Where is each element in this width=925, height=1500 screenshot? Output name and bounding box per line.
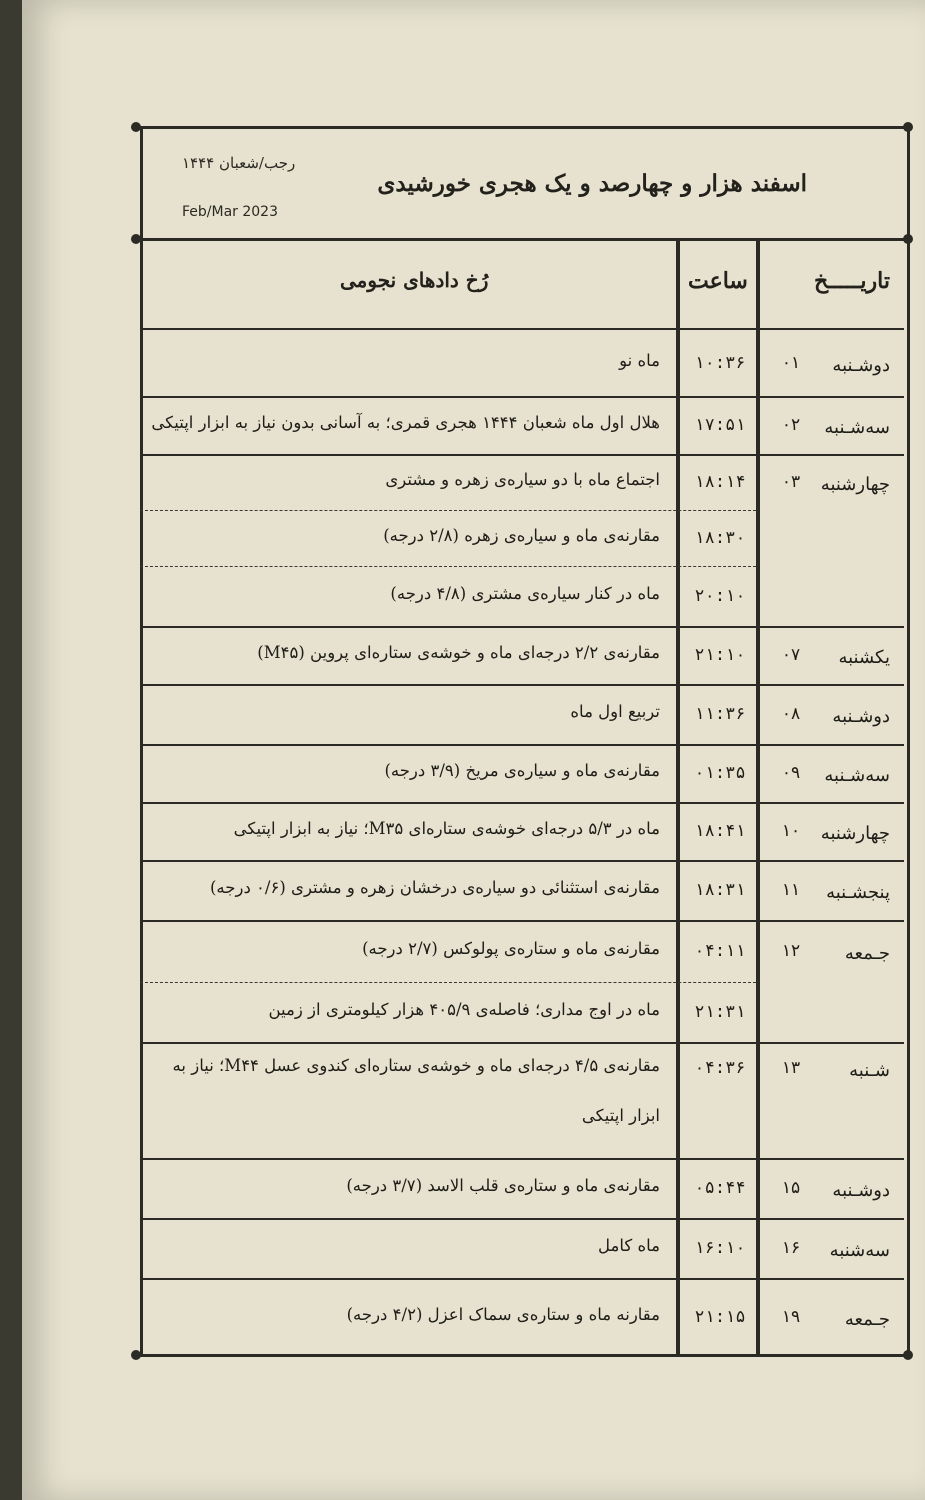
row-divider [140,396,904,398]
row-day: یکشنبه [838,647,890,668]
row-event: هلال اول ماه شعبان ۱۴۴۴ هجری قمری؛ به آسانی بدون نیاز به ابزار اپتیکی [151,413,660,432]
row-time: ۰۴:۱۱ [694,941,746,961]
row-day-number: ۰۷ [781,645,801,665]
row-divider [140,860,904,862]
sub-row-divider [140,510,756,511]
row-divider [140,1158,904,1160]
row-time: ۰۵:۴۴ [694,1178,746,1198]
row-time: ۱۸:۳۰ [694,528,746,548]
row-day-number: ۰۸ [781,704,801,724]
row-event: مقارنه‌ی ۴/۵ درجه‌ای ماه و خوشه‌ی ستاره‌ای کندوی عسل M۴۴؛ نیاز به [172,1056,660,1075]
row-divider [140,1218,904,1220]
row-day: سه‌شـنبه [824,417,890,438]
row-event: ماه در اوج مداری؛ فاصله‌ی ۴۰۵/۹ هزار کیلومتری از زمین [268,1000,660,1019]
page-title: اسفند هزار و چهارصد و یک هجری خورشیدی [377,170,807,197]
row-time: ۱۷:۵۱ [694,415,746,435]
row-divider [140,1278,904,1280]
row-event-continued: ابزار اپتیکی [581,1106,660,1125]
row-day: سه‌شنبه [829,1240,890,1261]
row-time: ۱۰:۳۶ [694,353,746,373]
row-divider [140,684,904,686]
row-day: شـنبه [849,1060,890,1081]
row-day-number: ۱۱ [781,880,801,900]
frame-ornament [903,234,913,244]
row-event: ماه در ۵/۳ درجه‌ای خوشه‌ی ستاره‌ای M۳۵؛ نیاز به ابزار اپتیکی [233,819,660,838]
row-divider [140,626,904,628]
header-time: ساعت [688,268,748,294]
row-day: چهارشنبه [820,823,890,844]
row-event: تربیع اول ماه [570,702,660,721]
row-day: دوشـنبه [832,355,890,376]
row-event: مقارنه‌ی ماه و سیاره‌ی مریخ (۳/۹ درجه) [384,761,660,780]
row-day: دوشـنبه [832,1180,890,1201]
row-divider [140,454,904,456]
row-time: ۲۱:۱۰ [694,645,746,665]
row-time: ۰۴:۳۶ [694,1058,746,1078]
row-day: جـمعه [844,1309,890,1330]
row-time: ۲۰:۱۰ [694,586,746,606]
row-day-number: ۰۹ [781,763,801,783]
row-event: ماه نو [619,351,660,370]
row-day-number: ۰۳ [781,472,801,492]
row-day-number: ۰۲ [781,415,801,435]
row-day-number: ۱۳ [781,1058,801,1078]
row-day: دوشـنبه [832,706,890,727]
row-event: مقارنه‌ی ماه و ستاره‌ی قلب الاسد (۳/۷ درجه) [346,1176,660,1195]
frame-ornament [903,122,913,132]
row-time: ۰۱:۳۵ [694,763,746,783]
row-day-number: ۱۶ [781,1238,801,1258]
row-divider [140,920,904,922]
row-time: ۲۱:۱۵ [694,1307,746,1327]
frame-top-rule [134,126,910,129]
sub-row-divider [140,566,756,567]
row-divider [140,802,904,804]
row-event: اجتماع ماه با دو سیاره‌ی زهره و مشتری [385,470,660,489]
frame-ornament [903,1350,913,1360]
row-event: ماه کامل [598,1236,660,1255]
row-divider [140,1042,904,1044]
row-day: سه‌شـنبه [824,765,890,786]
row-event: مقارنه ماه و ستاره‌ی سماک اعزل (۴/۲ درجه) [346,1305,660,1324]
row-event: مقارنه‌ی استثنائی دو سیاره‌ی درخشان زهره و مشتری (۰/۶ درجه) [210,878,660,897]
row-day-number: ۱۵ [781,1178,801,1198]
row-day: چهارشنبه [820,474,890,495]
row-time: ۱۶:۱۰ [694,1238,746,1258]
hijri-month-label: رجب/شعبان ۱۴۴۴ [182,154,296,172]
gregorian-month-label: Feb/Mar 2023 [182,204,278,220]
row-event: مقارنه‌ی ۲/۲ درجه‌ای ماه و خوشه‌ی ستاره‌ای پروین (M۴۵) [257,643,660,662]
row-day-number: ۱۰ [781,821,801,841]
row-day-number: ۰۱ [781,353,801,373]
row-day-number: ۱۹ [781,1307,801,1327]
frame-ornament [131,122,141,132]
row-time: ۱۸:۱۴ [694,472,746,492]
header-date: تاریـــــخ [813,268,890,294]
row-time: ۱۸:۳۱ [694,880,746,900]
row-event: مقارنه‌ی ماه و سیاره‌ی زهره (۲/۸ درجه) [383,526,660,545]
row-day: پنجشـنبه [826,882,890,903]
row-time: ۱۱:۳۶ [694,704,746,724]
astronomy-events-table [140,240,904,1356]
row-day-number: ۱۲ [781,941,801,961]
header-events: رُخ دادهای نجومی [340,268,489,292]
row-time: ۱۸:۴۱ [694,821,746,841]
row-event: مقارنه‌ی ماه و ستاره‌ی پولوکس (۲/۷ درجه) [362,939,660,958]
row-time: ۲۱:۳۱ [694,1002,746,1022]
sub-row-divider [140,982,756,983]
row-day: جـمعه [844,943,890,964]
row-divider [140,744,904,746]
book-page [22,0,925,1500]
row-event: ماه در کنار سیاره‌ی مشتری (۴/۸ درجه) [390,584,660,603]
header-rule [140,328,904,330]
